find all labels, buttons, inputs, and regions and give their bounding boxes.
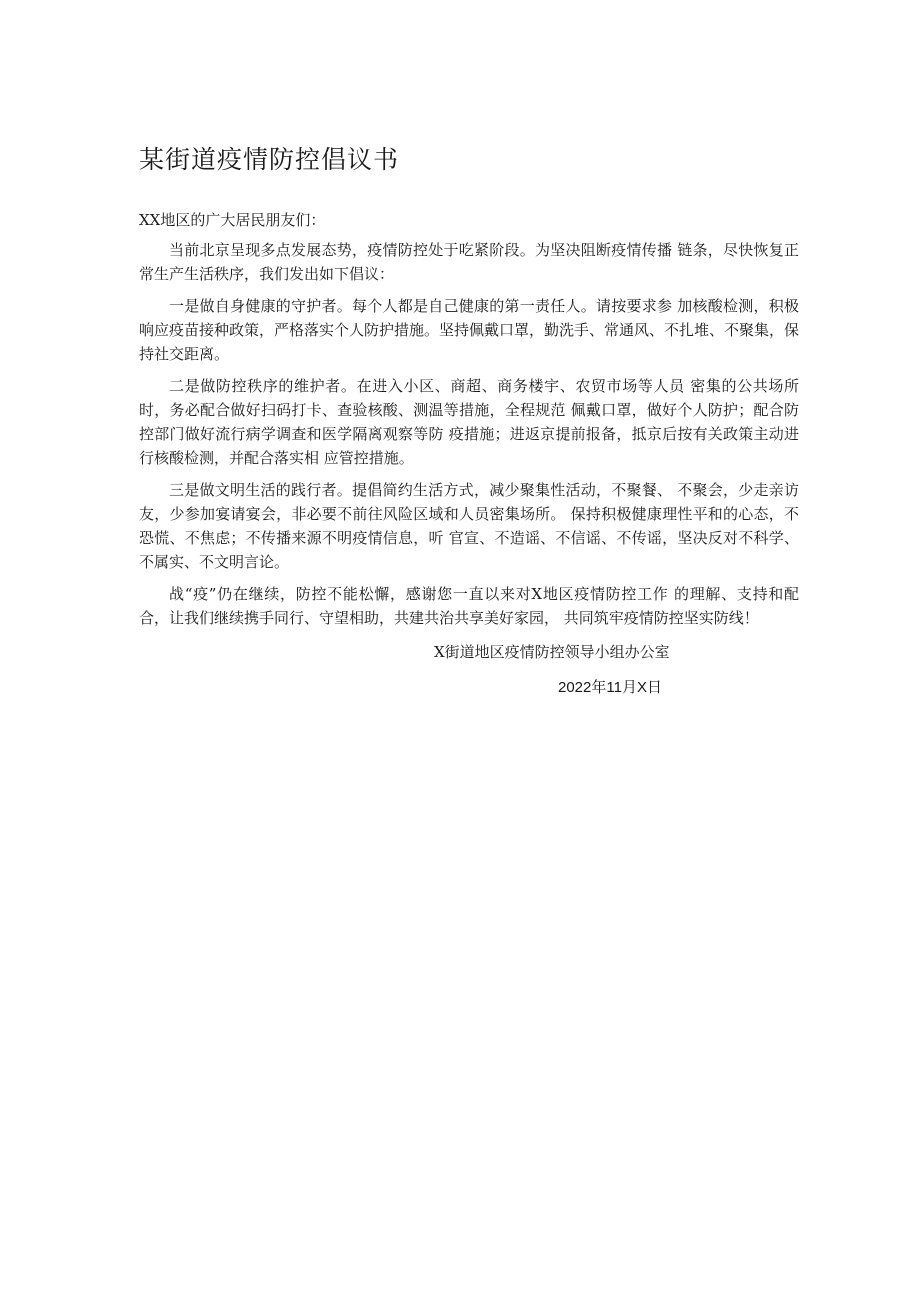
- document-page: [139, 140, 799, 700]
- signature: X街道地区疫情防控领导小组办公室: [434, 643, 670, 661]
- paragraph-intro: 当前北京呈现多点发展态势，疫情防控处于吃紧阶段。为坚决阻断疫情传播 链条，尽快恢复正常生产生活秩序，我们发出如下倡议：: [139, 241, 799, 283]
- paragraph-order-keeper: 二是做防控秩序的维护者。在进入小区、商超、商务楼宇、农贸市场等人员 密集的公共场所时，务必配合做好扫码打卡、查验核酸、测温等措施，全程规范 佩戴口罩，做好个人防护；配合防控部门做好流行病学调查和医学隔离观察等防 疫措施；进返京提前报备，抵京后按有关政策主动进行核酸检测，并配合落实相 应管控措施。: [139, 377, 799, 467]
- paragraph-civilized-living: 三是做文明生活的践行者。提倡简约生活方式，减少聚集性活动，不聚餐、 不聚会，少走亲访友，少参加宴请宴会，非必要不前往风险区域和人员密集场所。 保持积极健康理性平和的心态，不恐慌、不焦虑；不传播来源不明疫情信息，听 官宣、不造谣、不信谣、不传谣，坚决反对不科学、不属实、不文明言论。: [139, 481, 799, 571]
- paragraph-closing: 战“疫”仍在继续，防控不能松懈，感谢您一直以来对X地区疫情防控工作 的理解、支持和配合，让我们继续携手同行、守望相助，共建共治共享美好家园， 共同筑牢疫情防控坚实防线！: [139, 585, 799, 627]
- document-date: 2022年11月X日: [558, 679, 662, 696]
- salutation: XX地区的广大居民朋友们：: [139, 211, 326, 229]
- paragraph-health-guardian: 一是做自身健康的守护者。每个人都是自己健康的第一责任人。请按要求参 加核酸检测，积极响应疫苗接种政策，严格落实个人防护措施。坚持佩戴口罩，勤洗手、常通风、不扎堆、不聚集，保持社交距离。: [139, 297, 800, 363]
- document-title: 某街道疫情防控倡议书: [139, 145, 400, 174]
